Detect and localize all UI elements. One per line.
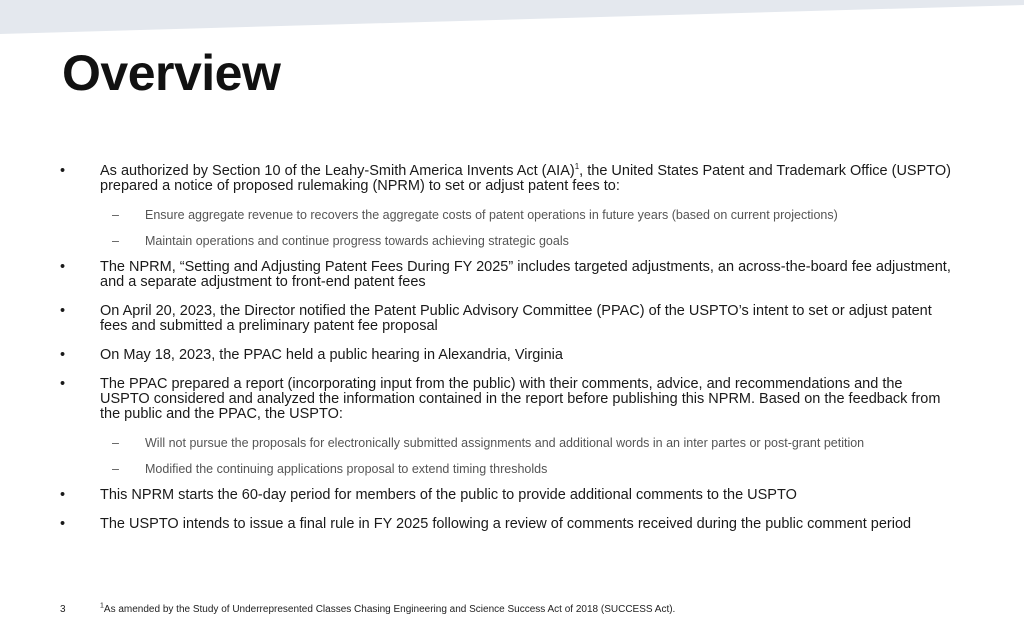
bullet-item-3 [0,304,1024,334]
top-decorative-band [0,0,1024,34]
bullet-text-5: The PPAC prepared a report (incorporating input from the public) with their comments, advice, and recommendations and the USPTO considered and analyzed the information contained in the report before publishing this NPRM. Based on the feedback from the public and the PPAC, the USPTO: [100,376,941,422]
slide-title: Overview [62,45,281,101]
bullet-marker: • [60,259,66,275]
sub-bullet-text: Ensure aggregate revenue to recovers the aggregate costs of patent operations in future years (based on current projections) [145,208,838,222]
bullet-item-2 [0,260,1024,290]
bullet-text-1-cont: , the United States Patent and Trademark Office (USPTO) prepared a notice of proposed rulemaking (NPRM) to set or adjust patent fees to: [100,163,951,194]
dash-marker: – [112,462,119,476]
bullet-marker: • [60,303,66,319]
footnote-marker: 1 [100,602,104,610]
bullet-marker: • [60,516,66,532]
bullet-item-5 [0,377,1024,422]
footnote [100,604,675,615]
bullet-item-4 [0,348,1024,363]
bullet-text-1: As authorized by Section 10 of the Leahy-Smith America Invents Act (AIA) [100,163,575,179]
footnote-text: As amended by the Study of Underrepresented Classes Chasing Engineering and Science Success Act of 2018 (SUCCESS Act). [103,604,676,615]
bullet-text-7: The USPTO intends to issue a final rule in FY 2025 following a review of comments received during the public comment period [100,516,912,532]
sub-bullet-text: Maintain operations and continue progress towards achieving strategic goals [145,234,569,248]
sub-bullet-5-2 [0,462,1024,477]
bullet-item-1 [0,164,1024,194]
sub-bullet-1-2 [0,234,1024,249]
dash-marker: – [112,208,119,222]
bullet-item-6 [0,488,1024,503]
bullet-text-3: On April 20, 2023, the Director notified the Patent Public Advisory Committee (PPAC) of the USPTO’s intent to set or adjust patent fees and submitted a preliminary patent fee proposal [100,303,932,334]
sub-bullet-text: Modified the continuing applications proposal to extend timing thresholds [145,462,548,476]
bullet-item-7 [0,517,1024,532]
sub-bullet-text: Will not pursue the proposals for electronically submitted assignments and additional words in an inter partes or post-grant petition [145,436,865,450]
bullet-list [0,164,1024,546]
dash-marker: – [112,234,119,248]
bullet-text-4: On May 18, 2023, the PPAC held a public hearing in Alexandria, Virginia [100,347,563,363]
footnote-ref: 1 [574,162,580,172]
bullet-marker: • [60,163,66,179]
bullet-text-6: This NPRM starts the 60-day period for members of the public to provide additional comments to the USPTO [100,487,797,503]
sub-bullet-1-1 [0,208,1024,223]
bullet-marker: • [60,376,66,392]
slide-footer [0,604,1024,618]
sub-bullet-5-1 [0,436,1024,451]
bullet-marker: • [60,347,66,363]
bullet-marker: • [60,487,66,503]
page-number: 3 [60,604,66,615]
dash-marker: – [112,436,119,450]
bullet-text-2: The NPRM, “Setting and Adjusting Patent Fees During FY 2025” includes targeted adjustments, an across-the-board fee adjustment, and a separate adjustment to front-end patent fees [100,259,951,290]
